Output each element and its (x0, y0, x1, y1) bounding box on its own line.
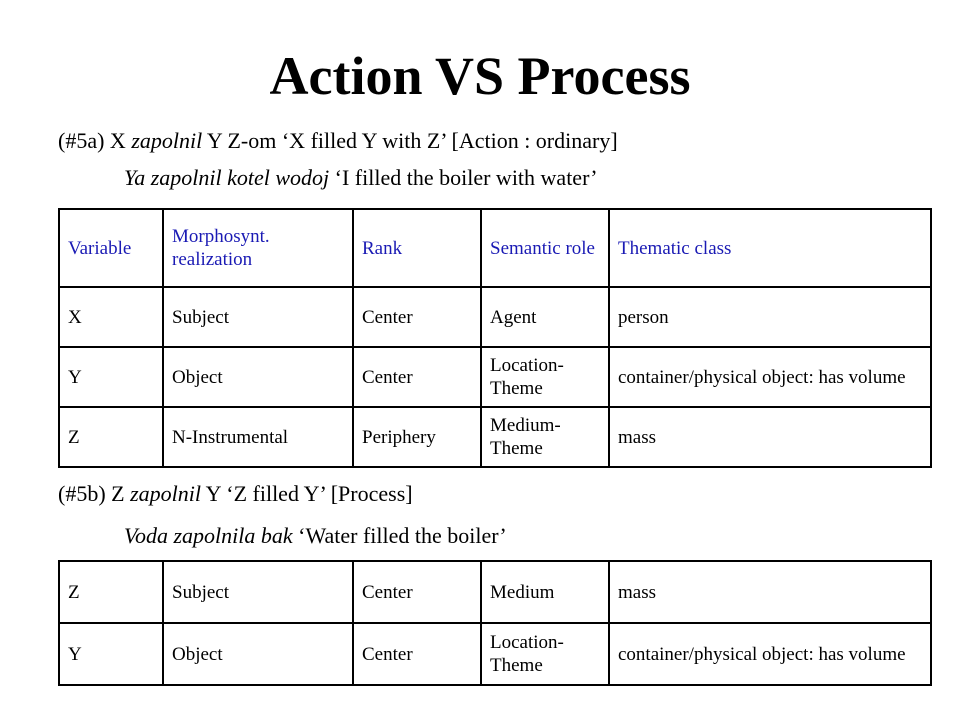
table-row (59, 407, 931, 467)
italic-verb: zapolnil (131, 128, 203, 153)
slide-title: Action VS Process (269, 46, 691, 106)
header-cell: Variable (59, 209, 163, 287)
header-cell: Thematic class (609, 209, 931, 287)
table-row (59, 347, 931, 407)
gloss: ‘I filled the boiler with water’ (329, 165, 598, 190)
cell: container/physical object: has volume (609, 623, 931, 685)
text: (#5a) X (58, 128, 132, 153)
italic-verb: zapolnil (130, 481, 201, 506)
table-row (59, 623, 931, 685)
table-row (59, 561, 931, 623)
cell: Medium (481, 561, 609, 623)
cell: Subject (163, 561, 353, 623)
header-cell: Semantic role (481, 209, 609, 287)
cell: Periphery (353, 407, 481, 467)
text: Y Z-om ‘X filled Y with Z’ [Action : ordinary] (202, 128, 618, 153)
italic-sentence: Ya zapolnil kotel wodoj (124, 165, 330, 190)
table-action (58, 208, 932, 468)
table-process (58, 560, 932, 686)
example-a-line1 (58, 128, 618, 154)
cell: X (59, 287, 163, 347)
cell: container/physical object: has volume (609, 347, 931, 407)
table-header-row (59, 209, 931, 287)
cell: Center (353, 347, 481, 407)
cell: Subject (163, 287, 353, 347)
cell: Object (163, 623, 353, 685)
cell: Location-Theme (481, 623, 609, 685)
cell: Medium-Theme (481, 407, 609, 467)
cell: Z (59, 561, 163, 623)
cell: Z (59, 407, 163, 467)
cell: Center (353, 623, 481, 685)
cell: Agent (481, 287, 609, 347)
cell: Center (353, 561, 481, 623)
cell: Location-Theme (481, 347, 609, 407)
header-cell: Rank (353, 209, 481, 287)
cell: mass (609, 561, 931, 623)
cell: N-Instrumental (163, 407, 353, 467)
example-a-line2 (124, 165, 598, 191)
header-cell: Morphosynt. realization (163, 209, 353, 287)
cell: Y (59, 347, 163, 407)
cell: Y (59, 623, 163, 685)
cell: mass (609, 407, 931, 467)
cell: person (609, 287, 931, 347)
cell: Center (353, 287, 481, 347)
text: (#5b) Z (58, 481, 131, 506)
example-b-line2 (124, 523, 507, 549)
table-row (59, 287, 931, 347)
example-b-line1 (58, 481, 413, 507)
cell: Object (163, 347, 353, 407)
text: Y ‘Z filled Y’ [Process] (201, 481, 413, 506)
italic-sentence: Voda zapolnila bak (124, 523, 293, 548)
gloss: ‘Water filled the boiler’ (292, 523, 507, 548)
